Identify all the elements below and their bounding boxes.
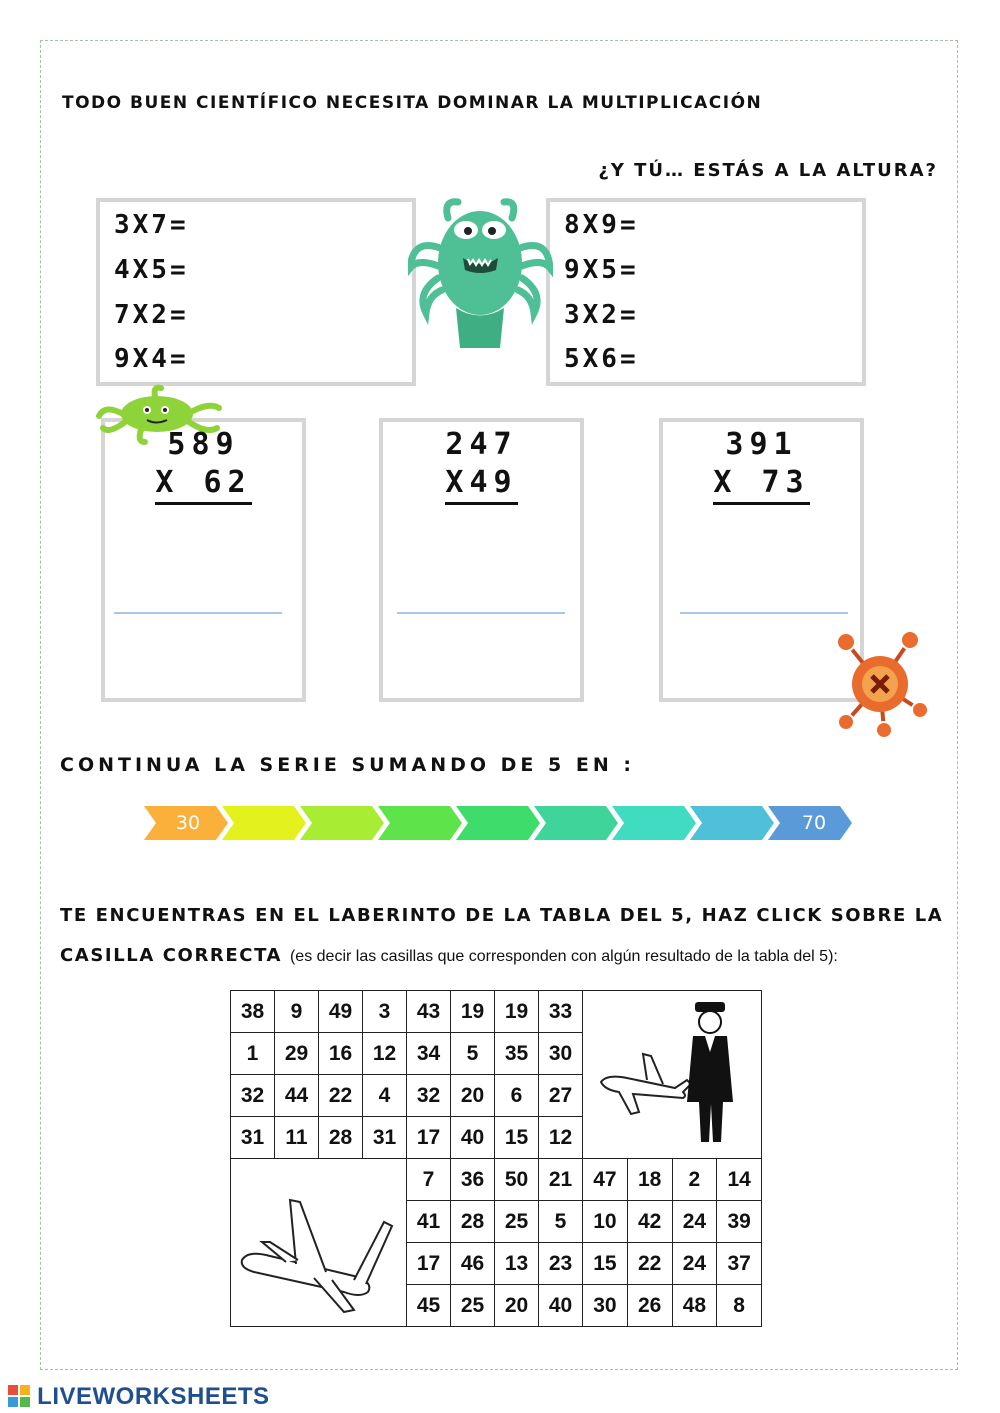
maze-cell[interactable]: 12 bbox=[363, 1033, 407, 1075]
series-step-8 bbox=[690, 806, 774, 840]
maze-cell[interactable]: 15 bbox=[495, 1117, 539, 1159]
maze-cell[interactable]: 24 bbox=[672, 1243, 717, 1285]
maze-cell[interactable]: 18 bbox=[627, 1159, 672, 1201]
maze-cell[interactable]: 25 bbox=[451, 1285, 495, 1327]
fact-item: 4X5= bbox=[114, 255, 189, 285]
maze-cell[interactable]: 30 bbox=[539, 1033, 583, 1075]
maze-cell[interactable]: 1 bbox=[231, 1033, 275, 1075]
maze-cell[interactable]: 19 bbox=[451, 991, 495, 1033]
series-instruction: CONTINUA LA SERIE SUMANDO DE 5 EN : bbox=[60, 754, 635, 776]
maze-cell[interactable]: 14 bbox=[717, 1159, 762, 1201]
mult-bottom: X 62 bbox=[155, 464, 251, 505]
maze-cell[interactable]: 5 bbox=[451, 1033, 495, 1075]
maze-cell[interactable]: 28 bbox=[319, 1117, 363, 1159]
answer-field-1[interactable] bbox=[114, 612, 282, 614]
maze-cell[interactable]: 15 bbox=[583, 1243, 628, 1285]
maze-cell[interactable]: 48 bbox=[672, 1285, 717, 1327]
footer-logo[interactable] bbox=[8, 1383, 270, 1411]
fact-item: 7X2= bbox=[114, 300, 189, 330]
maze-cell[interactable]: 30 bbox=[583, 1285, 628, 1327]
maze-instruction-note: (es decir las casillas que corresponden con algún resultado de la tabla del 5): bbox=[289, 948, 838, 965]
maze-cell[interactable]: 16 bbox=[319, 1033, 363, 1075]
maze-cell[interactable]: 24 bbox=[672, 1201, 717, 1243]
maze-cell[interactable]: 31 bbox=[363, 1117, 407, 1159]
maze-cell[interactable]: 40 bbox=[451, 1117, 495, 1159]
mult-top: 589 bbox=[167, 427, 240, 462]
monster-illustration bbox=[408, 198, 553, 356]
maze-cell[interactable]: 17 bbox=[407, 1243, 451, 1285]
maze-cell[interactable]: 22 bbox=[627, 1243, 672, 1285]
maze-cell[interactable]: 46 bbox=[451, 1243, 495, 1285]
fact-item: 3X7= bbox=[114, 210, 189, 240]
maze-cell[interactable]: 19 bbox=[495, 991, 539, 1033]
maze-cell[interactable]: 7 bbox=[407, 1159, 451, 1201]
maze-cell[interactable]: 47 bbox=[583, 1159, 628, 1201]
maze-cell[interactable]: 50 bbox=[495, 1159, 539, 1201]
maze-cell[interactable]: 10 bbox=[583, 1201, 628, 1243]
series-arrows bbox=[140, 806, 860, 842]
maze-instruction-line1: TE ENCUENTRAS EN EL LABERINTO DE LA TABLA DEL 5, HAZ CLICK SOBRE LA bbox=[60, 905, 944, 926]
mult-top: 391 bbox=[725, 427, 798, 462]
series-step-4 bbox=[378, 806, 462, 840]
airplane-icon bbox=[234, 1160, 404, 1320]
plane-picture-cell bbox=[231, 1159, 407, 1327]
maze-cell[interactable]: 49 bbox=[319, 991, 363, 1033]
maze-cell[interactable]: 45 bbox=[407, 1285, 451, 1327]
maze-cell[interactable]: 13 bbox=[495, 1243, 539, 1285]
page-subtitle: ¿Y TÚ… ESTÁS A LA ALTURA? bbox=[598, 160, 938, 181]
series-step-3 bbox=[300, 806, 384, 840]
mult-top: 247 bbox=[445, 427, 518, 462]
maze-cell[interactable]: 38 bbox=[231, 991, 275, 1033]
maze-cell[interactable]: 3 bbox=[363, 991, 407, 1033]
maze-cell[interactable]: 20 bbox=[451, 1075, 495, 1117]
maze-cell[interactable]: 8 bbox=[717, 1285, 762, 1327]
maze-cell[interactable]: 41 bbox=[407, 1201, 451, 1243]
maze-grid bbox=[230, 990, 762, 1327]
maze-cell[interactable]: 32 bbox=[407, 1075, 451, 1117]
fact-item: 5X6= bbox=[564, 344, 639, 374]
maze-cell[interactable]: 25 bbox=[495, 1201, 539, 1243]
maze-cell[interactable]: 11 bbox=[275, 1117, 319, 1159]
maze-cell[interactable]: 31 bbox=[231, 1117, 275, 1159]
maze-cell[interactable]: 28 bbox=[451, 1201, 495, 1243]
virus-illustration bbox=[832, 626, 932, 740]
maze-cell[interactable]: 43 bbox=[407, 991, 451, 1033]
maze-cell[interactable]: 42 bbox=[627, 1201, 672, 1243]
maze-cell[interactable]: 4 bbox=[363, 1075, 407, 1117]
series-end-label: 70 bbox=[801, 812, 827, 834]
maze-cell[interactable]: 35 bbox=[495, 1033, 539, 1075]
series-step-7 bbox=[612, 806, 696, 840]
maze-cell[interactable]: 26 bbox=[627, 1285, 672, 1327]
maze-cell[interactable]: 27 bbox=[539, 1075, 583, 1117]
maze-instruction-caps: CASILLA CORRECTA bbox=[60, 945, 283, 966]
footer-brand: LIVEWORKSHEETS bbox=[37, 1383, 270, 1410]
maze-cell[interactable]: 2 bbox=[672, 1159, 717, 1201]
mult-bottom: X49 bbox=[445, 464, 517, 505]
fact-item: 8X9= bbox=[564, 210, 639, 240]
fact-item: 3X2= bbox=[564, 300, 639, 330]
maze-cell[interactable]: 23 bbox=[539, 1243, 583, 1285]
maze-cell[interactable]: 32 bbox=[231, 1075, 275, 1117]
maze-cell[interactable]: 21 bbox=[539, 1159, 583, 1201]
fact-item: 9X5= bbox=[564, 255, 639, 285]
maze-cell[interactable]: 36 bbox=[451, 1159, 495, 1201]
pilot-and-plane-illustration bbox=[587, 992, 757, 1152]
answer-field-3[interactable] bbox=[680, 612, 848, 614]
maze-cell[interactable]: 44 bbox=[275, 1075, 319, 1117]
series-start-label: 30 bbox=[175, 812, 201, 834]
mult-problem-3 bbox=[659, 426, 864, 505]
maze-cell[interactable]: 34 bbox=[407, 1033, 451, 1075]
mult-problem-2 bbox=[379, 426, 584, 505]
maze-cell[interactable]: 37 bbox=[717, 1243, 762, 1285]
mult-bottom: X 73 bbox=[713, 464, 809, 505]
pilot-picture-cell bbox=[583, 991, 762, 1159]
page-title: TODO BUEN CIENTÍFICO NECESITA DOMINAR LA MULTIPLICACIÓN bbox=[62, 93, 763, 113]
maze-cell[interactable]: 22 bbox=[319, 1075, 363, 1117]
maze-cell[interactable]: 33 bbox=[539, 991, 583, 1033]
liveworksheets-logo-icon bbox=[8, 1385, 30, 1407]
maze-cell[interactable]: 12 bbox=[539, 1117, 583, 1159]
mult-problem-1 bbox=[101, 426, 306, 505]
maze-cell[interactable]: 20 bbox=[495, 1285, 539, 1327]
maze-cell[interactable]: 17 bbox=[407, 1117, 451, 1159]
fact-item: 9X4= bbox=[114, 344, 189, 374]
maze-instruction-line2 bbox=[60, 945, 838, 966]
series-step-5 bbox=[456, 806, 540, 840]
maze-cell[interactable]: 9 bbox=[275, 991, 319, 1033]
maze-cell[interactable]: 39 bbox=[717, 1201, 762, 1243]
series-step-2 bbox=[222, 806, 306, 840]
maze-cell[interactable]: 6 bbox=[495, 1075, 539, 1117]
answer-field-2[interactable] bbox=[397, 612, 565, 614]
maze-cell[interactable]: 40 bbox=[539, 1285, 583, 1327]
maze-cell[interactable]: 5 bbox=[539, 1201, 583, 1243]
series-step-6 bbox=[534, 806, 618, 840]
maze-cell[interactable]: 29 bbox=[275, 1033, 319, 1075]
